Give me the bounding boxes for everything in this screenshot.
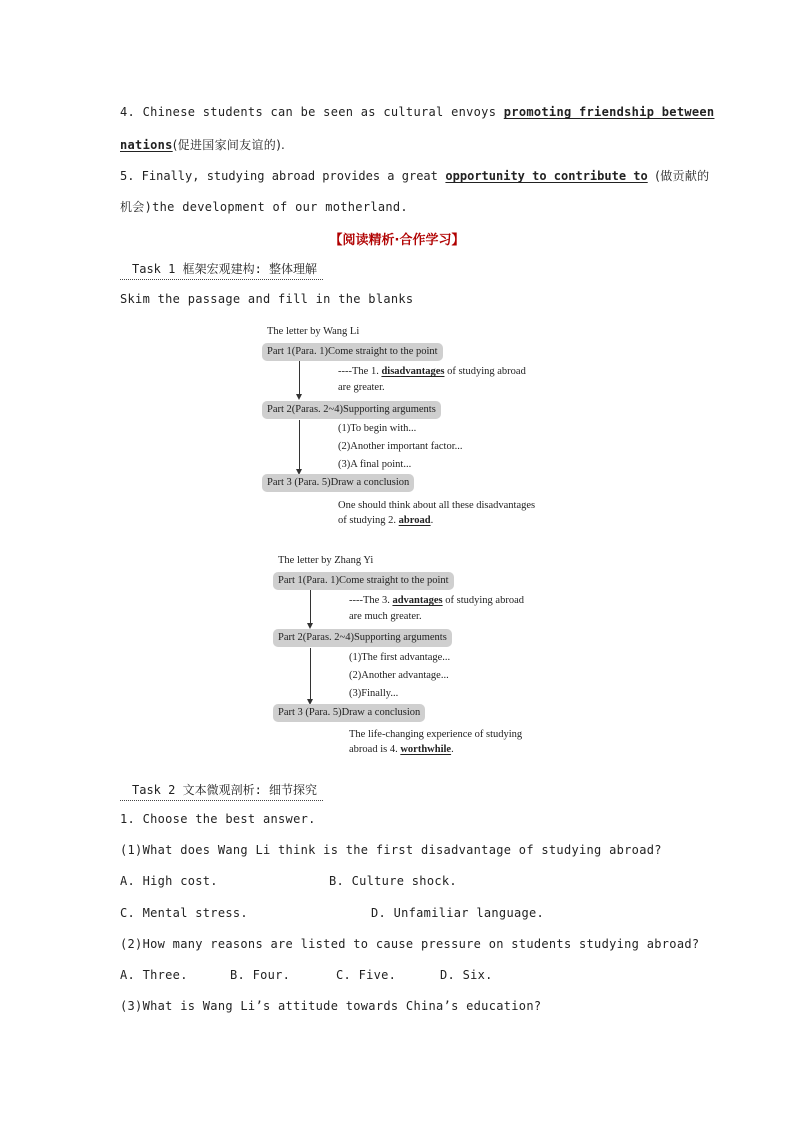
item5-gloss: (做贡献的 bbox=[655, 169, 710, 183]
diagram1-part2: Part 2(Paras. 2~4)Supporting arguments bbox=[262, 401, 441, 419]
diagram2-note1-num: 3. bbox=[381, 595, 390, 606]
q2-option-a: A. Three. bbox=[120, 968, 188, 982]
diagram1-answer-2: abroad bbox=[398, 515, 431, 526]
diagram1-arrow2-line bbox=[299, 420, 300, 470]
section-title: 【阅读精析·合作学习】 bbox=[329, 233, 465, 248]
diagram2-concl-prefix: abroad is bbox=[349, 744, 388, 755]
diagram1-note1-suffix: of studying abroad bbox=[447, 366, 526, 377]
diagram1-arg1: (1)To begin with... bbox=[338, 423, 417, 434]
diagram2-title: The letter by Zhang Yi bbox=[278, 555, 374, 566]
item4-text: 4. Chinese students can be seen as cultural envoys bbox=[120, 105, 497, 119]
q1-option-c: C. Mental stress. bbox=[120, 906, 248, 920]
diagram2-note1-suffix: of studying abroad bbox=[445, 595, 524, 606]
diagram2-part1: Part 1(Para. 1)Come straight to the point bbox=[273, 572, 454, 590]
q1-option-b: B. Culture shock. bbox=[329, 874, 457, 888]
question1: (1)What does Wang Li think is the first disadvantage of studying abroad? bbox=[120, 843, 662, 857]
diagram1-answer-1: disadvantages bbox=[381, 366, 445, 377]
diagram1-note1-prefix: ----The bbox=[338, 366, 369, 377]
diagram2-arrow2-line bbox=[310, 648, 311, 700]
diagram1-note1-line2: are greater. bbox=[338, 382, 385, 393]
diagram1-arrow1-line bbox=[299, 361, 300, 395]
item5-line1 bbox=[120, 167, 709, 184]
item5-keyphrase: opportunity to contribute to bbox=[445, 169, 648, 183]
diagram1-concl-prefix: of studying bbox=[338, 515, 386, 526]
item4-keyphrase-end: nations bbox=[120, 138, 173, 152]
diagram2-concl-suffix: . bbox=[451, 744, 454, 755]
diagram2-arg1: (1)The first advantage... bbox=[349, 652, 451, 663]
diagram2-note1-prefix: ----The bbox=[349, 595, 380, 606]
diagram1-conclusion-line1: One should think about all these disadvantages bbox=[338, 500, 536, 511]
question3: (3)What is Wang Li’s attitude towards China’s education? bbox=[120, 999, 542, 1013]
task1-heading: Task 1 框架宏观建构: 整体理解 bbox=[120, 260, 323, 280]
diagram1-part3: Part 3 (Para. 5)Draw a conclusion bbox=[262, 474, 414, 492]
diagram2-arg2: (2)Another advantage... bbox=[349, 670, 449, 681]
item5-text: 5. Finally, studying abroad provides a great bbox=[120, 169, 438, 183]
diagram2-arrow1-line bbox=[310, 590, 311, 624]
diagram1-conclusion-line2 bbox=[338, 515, 433, 526]
diagram1-part1: Part 1(Para. 1)Come straight to the point bbox=[262, 343, 443, 361]
diagram2-part2: Part 2(Paras. 2~4)Supporting arguments bbox=[273, 629, 452, 647]
question2: (2)How many reasons are listed to cause pressure on students studying abroad? bbox=[120, 937, 700, 951]
diagram2-note1-line2: are much greater. bbox=[349, 611, 422, 622]
diagram1-concl-suffix: . bbox=[430, 515, 434, 526]
item5-line2 bbox=[120, 198, 408, 215]
diagram1-arg2: (2)Another important factor... bbox=[338, 441, 463, 452]
diagram2-conclusion-line2 bbox=[349, 744, 454, 755]
q1-option-a: A. High cost. bbox=[120, 874, 218, 888]
item4-line2 bbox=[120, 136, 285, 153]
diagram1-arrow1-head bbox=[296, 394, 302, 400]
item4-keyphrase: promoting friendship between bbox=[503, 105, 715, 119]
item4-gloss: (促进国家间友谊的). bbox=[172, 138, 286, 152]
diagram2-answer-3: advantages bbox=[392, 595, 443, 606]
item5-text-2: 机会)the development of our motherland. bbox=[120, 200, 408, 214]
diagram2-note1 bbox=[349, 595, 524, 606]
q2-option-c: C. Five. bbox=[336, 968, 397, 982]
diagram2-conclusion-line1: The life-changing experience of studying bbox=[349, 729, 523, 740]
diagram2-part3: Part 3 (Para. 5)Draw a conclusion bbox=[273, 704, 425, 722]
diagram1-note1-num: 1. bbox=[370, 366, 379, 377]
diagram1-note1 bbox=[338, 366, 526, 377]
q2-option-d: D. Six. bbox=[440, 968, 493, 982]
q2-option-b: B. Four. bbox=[230, 968, 291, 982]
diagram2-answer-4: worthwhile bbox=[400, 744, 452, 755]
diagram1-arg3: (3)A final point... bbox=[338, 459, 412, 470]
q1-option-d: D. Unfamiliar language. bbox=[371, 906, 545, 920]
item4-line1 bbox=[120, 105, 714, 119]
diagram2-concl-num: 4. bbox=[389, 744, 398, 755]
diagram1-concl-num: 2. bbox=[388, 515, 397, 526]
diagram2-arg3: (3)Finally... bbox=[349, 688, 399, 699]
task1-instruction: Skim the passage and fill in the blanks bbox=[120, 292, 414, 306]
task2-heading: Task 2 文本微观剖析: 细节探究 bbox=[120, 781, 323, 801]
task2-question-intro: 1. Choose the best answer. bbox=[120, 812, 316, 826]
diagram1-title: The letter by Wang Li bbox=[267, 326, 360, 337]
